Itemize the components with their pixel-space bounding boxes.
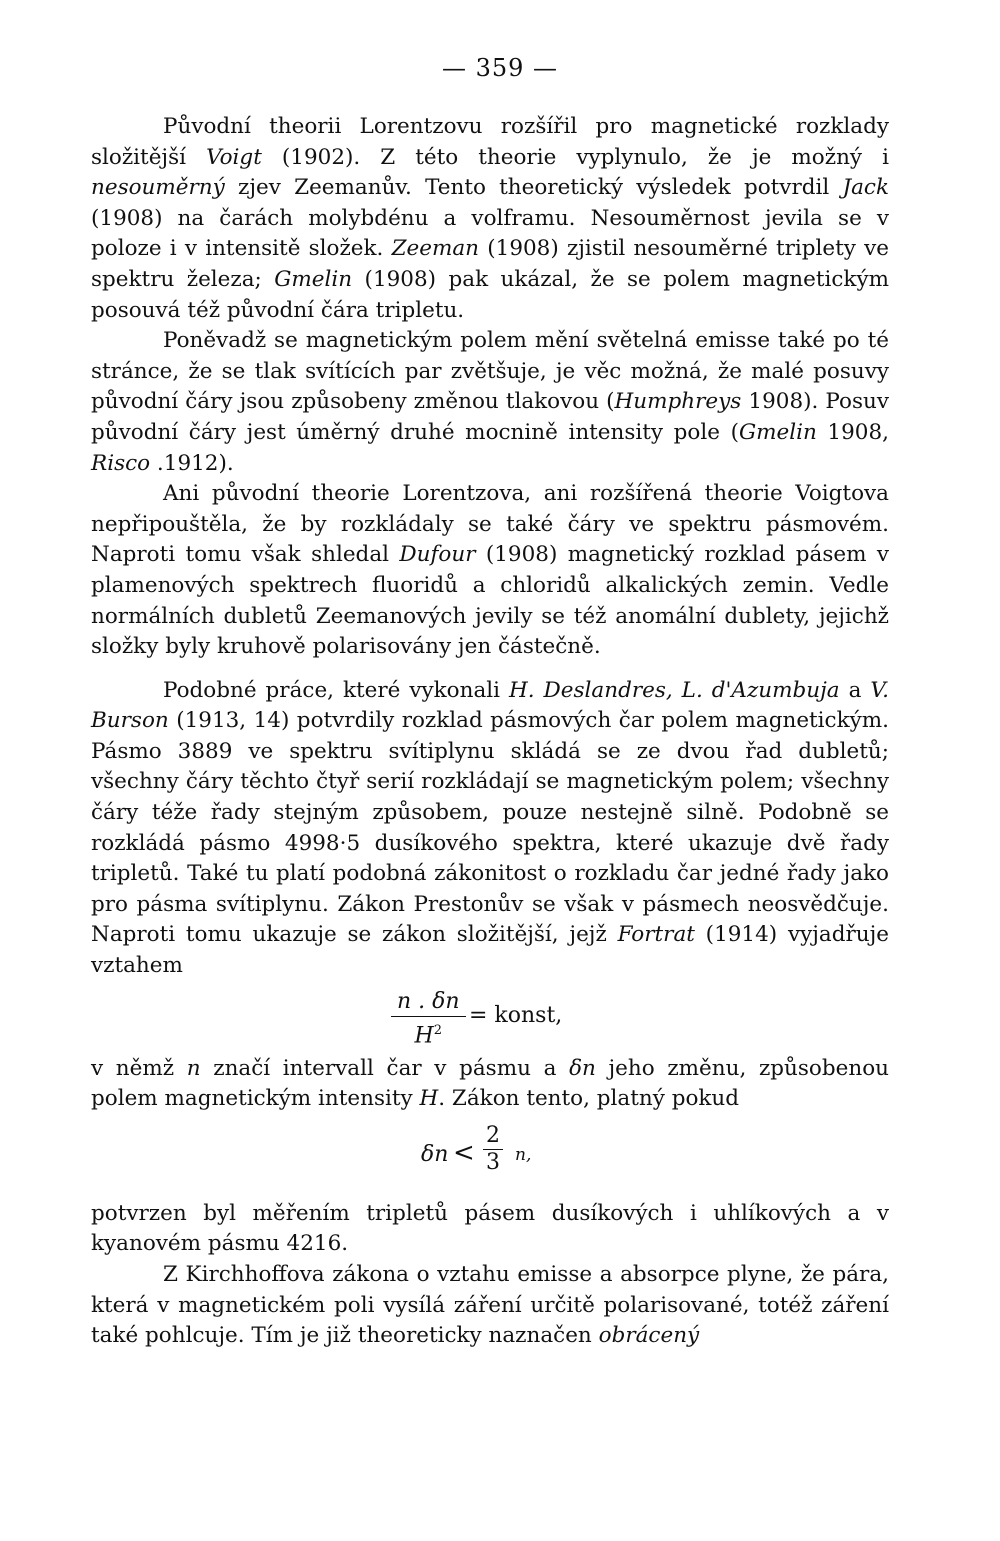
formula-fraction <box>483 1123 503 1176</box>
emphasis: nesouměrný <box>91 175 225 201</box>
author-name: Risco <box>91 450 151 476</box>
symbol-delta-n: δn <box>569 1055 596 1081</box>
emphasis: obrácený <box>598 1323 700 1349</box>
text: (1908) zjistil nesouměrné triplety ve spektru železa; <box>91 236 890 292</box>
text: (1913, 14) potvrdily rozklad pásmových čar polem magnetickým. Pásmo 3889 ve spektru svítiplynu skládá se ze dvou řad dubletů; všechny čáry těchto čtyř serií rozkládají se magnetickým polem; všechny čáry téže řady stejným způsobem, pouze nestejně silně. Podobně se rozkládá pásmo 4998·5 dusíkového spektra, které ukazuje dvě řady tripletů. Také tu platí podobná zákonitost o rozkladu čar jedné řady jako pro pásma svítiplynu. Zákon Prestonův se však v pásmech neosvědčuje. Naproti tomu ukazuje se zákon složitější, jejž <box>91 708 889 948</box>
paragraph-band-spectra <box>91 479 889 663</box>
text: zjev Zeemanův. Tento theoretický výsledek potvrdil <box>224 175 843 201</box>
text: jeho změnu, způsobenou polem magnetickým intensity <box>91 1055 889 1112</box>
author-name: Fortrat <box>617 922 695 948</box>
formula-denominator <box>391 1017 466 1050</box>
text: 1908, <box>816 419 889 445</box>
text: (1914) vyjadřuje vztahem <box>91 922 889 979</box>
text: v němž <box>91 1055 187 1081</box>
text: (1902). Z této theorie vyplynulo, že je možný i <box>261 144 889 170</box>
text: Z Kirchhoffova zákona o vztahu emisse a absorpce plyne, že pára, která v magnetickém poli vysílá záření určitě polarisované, totéž záření také pohlcuje. Tím je již theoreticky naznačen <box>91 1262 889 1349</box>
author-name: Voigt <box>206 144 262 170</box>
author-name: Zeeman <box>391 236 480 262</box>
paragraph-interval <box>91 1054 889 1115</box>
symbol-h: H <box>414 1022 434 1048</box>
formula-relation: = konst, <box>469 1002 563 1028</box>
paragraph-deslandres <box>91 676 889 982</box>
paragraph-pressure <box>91 326 889 479</box>
formula-numerator: 2 <box>483 1123 503 1150</box>
formula-condition <box>91 1115 889 1199</box>
author-name: Humphreys <box>614 389 742 415</box>
symbol-n: n <box>186 1055 201 1081</box>
formula-fraction <box>391 988 466 1050</box>
formula-fortrat <box>91 982 889 1054</box>
exponent: 2 <box>433 1022 443 1038</box>
author-name: H. Deslandres, L. d'Azumbuja <box>508 677 840 703</box>
text: Podobné práce, které vykonali <box>163 677 509 703</box>
formula-right: n, <box>515 1144 532 1165</box>
author-name: Gmelin <box>274 266 353 292</box>
paragraph-kirchhoff <box>91 1260 889 1352</box>
formula-less-than: < <box>453 1137 475 1168</box>
text: (1908) na čarách molybdénu a volframu. Nesouměrnost jevila se v poloze i v intensitě složek. <box>91 205 889 262</box>
text: potvrzen byl měřením tripletů pásem dusíkových i uhlíkových a v kyanovém pásmu 4216. <box>91 1200 889 1257</box>
author-name: Dufour <box>399 542 476 568</box>
text: značí intervall čar v pásmu a <box>200 1055 570 1081</box>
symbol-h: H <box>419 1086 439 1112</box>
author-name: Jack <box>842 175 889 201</box>
text: Původní theorii Lorentzovu rozšířil pro magnetické rozklady složitější <box>91 114 889 170</box>
author-name: Gmelin <box>738 419 817 445</box>
text: Ani původní theorie Lorentzova, ani rozšířená theorie Voigtova nepřipouštěla, že by rozkládaly se také čáry ve spektru pásmovém. Naproti tomu však shledal <box>91 481 889 568</box>
paragraph-gap <box>91 663 889 676</box>
paragraph-voigt <box>91 112 889 326</box>
text: (1908) magnetický rozklad pásem v plamenových spektrech fluoridů a chloridů alkalických zemin. Vedle normálních dubletů Zeemanových jevily se též anomální dublety, jejichž složky byly kruhově polarisovány jen částečně. <box>91 542 889 660</box>
text: . Zákon tento, platný pokud <box>438 1086 740 1112</box>
paragraph-confirmed <box>91 1199 889 1260</box>
author-name: V. Burson <box>91 677 889 734</box>
text: .1912). <box>150 450 234 476</box>
text: (1908) pak ukázal, že se polem magnetickým posouvá též původní čára tripletu. <box>91 266 889 323</box>
formula-numerator: n . δn <box>391 988 466 1017</box>
page-number: — 359 — <box>441 54 559 82</box>
text: 1908). Posuv původní čáry jest úměrný druhé mocnině intensity pole ( <box>91 389 889 445</box>
formula-denominator: 3 <box>486 1149 500 1175</box>
formula-left: δn <box>421 1141 449 1167</box>
page-body <box>91 112 889 1352</box>
text: Poněvadž se magnetickým polem mění světelná emisse také po té stránce, že se tlak svítících par zvětšuje, je věc možná, že malé posuvy původní čáry jsou způsobeny změnou tlakovou ( <box>91 328 889 415</box>
text: a <box>839 677 871 703</box>
